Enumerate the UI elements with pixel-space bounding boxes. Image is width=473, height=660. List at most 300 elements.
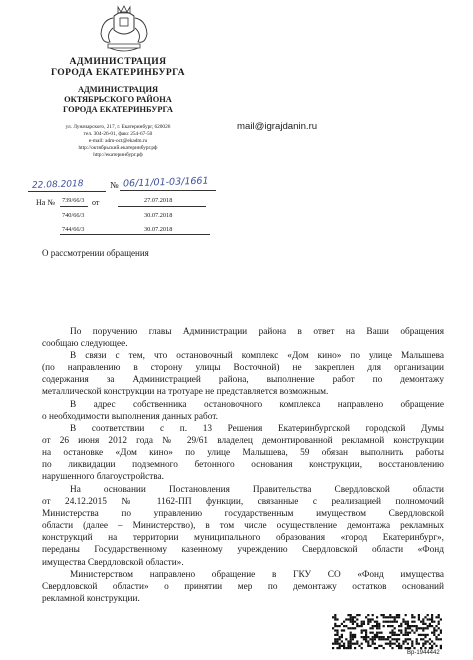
barcode-module <box>402 640 404 642</box>
barcode-module <box>356 640 358 642</box>
barcode-module <box>387 625 389 627</box>
barcode-module <box>332 643 334 645</box>
barcode-module <box>398 614 400 616</box>
barcode-module <box>339 625 341 627</box>
barcode-module <box>407 621 409 623</box>
barcode-module <box>354 621 356 623</box>
barcode-module <box>336 618 338 620</box>
barcode-module <box>354 643 356 645</box>
barcode-module <box>358 614 360 616</box>
paragraph-6-line: Свердловской области» о принятии мер по демонтажу остатков оснований <box>42 582 444 593</box>
barcode-module <box>391 632 393 634</box>
barcode-module <box>396 638 398 640</box>
barcode-module <box>369 638 371 640</box>
barcode-module <box>400 632 402 634</box>
barcode-module <box>372 614 374 616</box>
barcode-module <box>391 638 393 640</box>
barcode-module <box>418 614 420 616</box>
barcode-module <box>369 618 371 620</box>
barcode-module <box>372 618 374 620</box>
barcode-module <box>418 634 420 636</box>
barcode-module <box>332 647 334 649</box>
barcode-module <box>416 643 418 645</box>
outgoing-number: 06/11/01-03/1661 <box>122 175 209 190</box>
barcode-module <box>389 625 391 627</box>
barcode-module <box>409 638 411 640</box>
barcode-module <box>398 625 400 627</box>
paragraph-2-line: металлической конструкции на тротуаре не представляется возможным. <box>42 387 329 398</box>
barcode-module <box>339 647 341 649</box>
website-line-2: http://екатеринбург.рф <box>93 152 143 158</box>
barcode-module <box>422 623 424 625</box>
barcode-module <box>440 638 442 640</box>
email-line: e-mail: adm-oct@ekadm.ru <box>88 138 148 144</box>
paragraph-5-line: На основании Постановления Правительства Свердловской области <box>70 485 444 495</box>
paragraph-3-line: В адрес собственника остановочного комплекса направлено обращение <box>70 400 444 410</box>
barcode-module <box>363 638 365 640</box>
barcode-module <box>416 638 418 640</box>
barcode-module <box>418 616 420 618</box>
barcode-module <box>413 647 415 649</box>
district-name-line1: АДМИНИСТРАЦИЯ <box>77 85 159 94</box>
barcode-module <box>350 643 352 645</box>
barcode-module <box>354 627 356 629</box>
barcode-module <box>405 632 407 634</box>
barcode-module <box>365 640 367 642</box>
barcode-number: Вр-1944442 <box>407 650 440 656</box>
barcode-module <box>431 614 433 616</box>
barcode-module <box>369 645 371 647</box>
paragraph-4-line: на остановке «Дом кино» по улице Малышева, 59 обязан выполнить работы <box>42 448 444 459</box>
barcode-module <box>376 621 378 623</box>
number-prefix: № <box>110 180 119 190</box>
barcode-module <box>416 625 418 627</box>
barcode-module <box>369 632 371 634</box>
barcode-module <box>361 621 363 623</box>
barcode-module <box>429 618 431 620</box>
barcode-module <box>427 640 429 642</box>
barcode-module <box>391 621 393 623</box>
paragraph-2-line: содержания за Администрацией района, выполнение работ по демонтажу <box>42 375 444 386</box>
barcode-module <box>440 618 442 620</box>
barcode-module <box>391 625 393 627</box>
barcode-module <box>350 618 352 620</box>
barcode-module <box>350 647 352 649</box>
barcode-module <box>336 638 338 640</box>
paragraph-5-line: Министерства по управлению государственным имуществом Свердловской <box>42 509 444 520</box>
barcode-module <box>369 621 371 623</box>
barcode-module <box>367 623 369 625</box>
barcode-module <box>431 647 433 649</box>
barcode-module <box>420 621 422 623</box>
ref-number-2: 740/66/3 <box>62 212 85 219</box>
barcode-module <box>433 632 435 634</box>
barcode-module <box>385 616 387 618</box>
barcode-module <box>365 632 367 634</box>
barcode-module <box>374 621 376 623</box>
barcode-module <box>352 616 354 618</box>
barcode-module <box>352 643 354 645</box>
barcode-module <box>400 645 402 647</box>
barcode-module <box>435 629 437 631</box>
paragraph-3 <box>42 399 444 423</box>
barcode-module <box>394 616 396 618</box>
barcode-module <box>365 616 367 618</box>
barcode-module <box>396 614 398 616</box>
barcode-module <box>385 643 387 645</box>
barcode-module <box>407 623 409 625</box>
barcode-module <box>431 618 433 620</box>
barcode-module <box>383 636 385 638</box>
barcode-module <box>411 640 413 642</box>
barcode-module <box>380 614 382 616</box>
barcode-module <box>378 625 380 627</box>
barcode-module <box>350 627 352 629</box>
paragraph-5-line: переданы Государственному казенному учреждению Свердловской области «Фонд <box>42 545 444 556</box>
barcode-module <box>427 634 429 636</box>
barcode-module <box>334 640 336 642</box>
barcode-module <box>389 616 391 618</box>
paragraph-6-line: Министерством направлено обращение в ГКУ СО «Фонд имущества <box>70 570 444 580</box>
barcode-module <box>383 625 385 627</box>
barcode-module <box>394 634 396 636</box>
barcode-module <box>367 643 369 645</box>
barcode-module <box>350 636 352 638</box>
barcode-module <box>405 634 407 636</box>
barcode-module <box>407 643 409 645</box>
barcode-module <box>343 647 345 649</box>
barcode-module <box>407 627 409 629</box>
barcode-module <box>374 625 376 627</box>
barcode-module <box>420 638 422 640</box>
barcode-module <box>372 638 374 640</box>
barcode-module <box>350 634 352 636</box>
barcode-module <box>405 623 407 625</box>
barcode-module <box>383 616 385 618</box>
barcode-module <box>343 643 345 645</box>
barcode-module <box>341 645 343 647</box>
ref-date-1: 27.07.2018 <box>144 197 173 204</box>
barcode-module <box>383 647 385 649</box>
barcode-module <box>387 621 389 623</box>
barcode-module <box>433 627 435 629</box>
barcode-module <box>411 616 413 618</box>
barcode-module <box>365 634 367 636</box>
barcode-module <box>427 627 429 629</box>
barcode-module <box>409 647 411 649</box>
paragraph-4-line: от 26 июня 2012 года № 29/61 владелец демонтированной рекламной конструкции <box>42 436 444 447</box>
website-line-1: http://октябрьский.екатеринбург.рф <box>78 145 158 151</box>
barcode-module <box>438 638 440 640</box>
barcode-module <box>376 623 378 625</box>
barcode-module <box>352 638 354 640</box>
barcode-module <box>418 618 420 620</box>
barcode-module <box>363 636 365 638</box>
barcode-module <box>398 629 400 631</box>
barcode-module <box>391 616 393 618</box>
barcode-module <box>396 616 398 618</box>
barcode-module <box>431 645 433 647</box>
barcode-module <box>433 621 435 623</box>
barcode-module <box>378 632 380 634</box>
barcode-module <box>356 614 358 616</box>
barcode-module <box>407 647 409 649</box>
barcode-module <box>367 621 369 623</box>
number-underline <box>120 190 216 191</box>
barcode-module <box>363 629 365 631</box>
barcode-module <box>438 623 440 625</box>
barcode-module <box>420 647 422 649</box>
barcode-module <box>435 625 437 627</box>
paragraph-5-line: от 24.12.2015 № 1162-ПП функции, связанные с реализацией полномочий <box>42 497 444 508</box>
barcode-module <box>416 629 418 631</box>
barcode-module <box>431 625 433 627</box>
ref-number-1: 739/66/3 <box>62 197 85 204</box>
barcode-module <box>334 618 336 620</box>
barcode-module <box>356 625 358 627</box>
barcode-module <box>372 625 374 627</box>
barcode-module <box>341 636 343 638</box>
barcode-module <box>391 634 393 636</box>
barcode-module <box>345 647 347 649</box>
barcode-module <box>385 638 387 640</box>
barcode-module <box>420 634 422 636</box>
barcode-module <box>411 643 413 645</box>
barcode-module <box>402 618 404 620</box>
barcode-module <box>365 638 367 640</box>
barcode-module <box>372 640 374 642</box>
barcode-module <box>345 618 347 620</box>
barcode-module <box>345 625 347 627</box>
barcode-module <box>438 614 440 616</box>
barcode-module <box>383 614 385 616</box>
barcode-module <box>394 643 396 645</box>
barcode-module <box>339 645 341 647</box>
phone-line: тел. 304-26-01, факс 254-67-50 <box>83 131 153 137</box>
barcode-module <box>405 640 407 642</box>
barcode-module <box>347 645 349 647</box>
barcode-module <box>424 647 426 649</box>
barcode-module <box>343 625 345 627</box>
barcode-module <box>383 638 385 640</box>
barcode-module <box>389 643 391 645</box>
barcode-module <box>376 647 378 649</box>
barcode-module <box>440 629 442 631</box>
barcode-module <box>378 638 380 640</box>
barcode-module <box>422 643 424 645</box>
barcode-module <box>394 627 396 629</box>
barcode-module <box>378 645 380 647</box>
paragraph-5 <box>42 484 444 569</box>
barcode-module <box>372 632 374 634</box>
barcode-module <box>363 623 365 625</box>
barcode-module <box>334 638 336 640</box>
barcode-module <box>389 636 391 638</box>
ref-underline-3 <box>60 234 210 235</box>
barcode-module <box>339 638 341 640</box>
barcode-module <box>398 616 400 618</box>
barcode-module <box>374 634 376 636</box>
barcode-module <box>411 621 413 623</box>
barcode-module <box>378 627 380 629</box>
ref-from-label: от <box>92 198 100 207</box>
barcode-module <box>361 629 363 631</box>
barcode-module <box>438 627 440 629</box>
barcode-module <box>352 618 354 620</box>
date-underline <box>28 191 106 192</box>
barcode-module <box>376 634 378 636</box>
barcode-module <box>429 625 431 627</box>
barcode-module <box>405 647 407 649</box>
barcode-module <box>343 629 345 631</box>
barcode-module <box>435 638 437 640</box>
barcode-module <box>372 643 374 645</box>
paragraph-1 <box>42 326 444 350</box>
barcode-module <box>398 634 400 636</box>
barcode-module <box>411 645 413 647</box>
barcode-module <box>336 625 338 627</box>
barcode-module <box>356 623 358 625</box>
barcode-module <box>429 638 431 640</box>
barcode-module <box>339 636 341 638</box>
barcode-module <box>429 643 431 645</box>
barcode-module <box>336 640 338 642</box>
barcode-module <box>367 640 369 642</box>
barcode-module <box>431 621 433 623</box>
barcode-module <box>336 629 338 631</box>
barcode-module <box>413 616 415 618</box>
barcode-module <box>429 647 431 649</box>
barcode-module <box>383 621 385 623</box>
recipient-email: mail@igrajdanin.ru <box>237 121 318 132</box>
barcode-module <box>345 638 347 640</box>
barcode-module <box>369 627 371 629</box>
paragraph-2-line: В связи с тем, что остановочный комплекс «Дом кино» по улице Малышева <box>70 351 444 361</box>
barcode-module <box>409 625 411 627</box>
address-line: ул. Луначарского, 217, г. Екатеринбург, 620026 <box>65 124 171 130</box>
barcode-module <box>334 614 336 616</box>
barcode-module <box>422 634 424 636</box>
barcode-module <box>341 623 343 625</box>
barcode-module <box>356 643 358 645</box>
barcode-module <box>400 623 402 625</box>
barcode-module <box>422 629 424 631</box>
barcode-module <box>427 614 429 616</box>
barcode-module <box>347 640 349 642</box>
barcode-module <box>396 640 398 642</box>
barcode-module <box>350 616 352 618</box>
barcode-module <box>341 640 343 642</box>
barcode-module <box>376 627 378 629</box>
barcode-module <box>398 643 400 645</box>
barcode-module <box>341 629 343 631</box>
barcode-module <box>438 616 440 618</box>
barcode-module <box>422 645 424 647</box>
barcode-module <box>363 621 365 623</box>
barcode-module <box>400 647 402 649</box>
barcode-module <box>334 616 336 618</box>
barcode-module <box>409 627 411 629</box>
barcode-module <box>407 632 409 634</box>
barcode-module <box>347 627 349 629</box>
ref-underline-1a <box>60 206 88 207</box>
barcode-module <box>347 647 349 649</box>
barcode-module <box>389 621 391 623</box>
barcode-module <box>334 643 336 645</box>
ref-date-3: 30.07.2018 <box>144 226 173 233</box>
barcode-module <box>350 645 352 647</box>
barcode-module <box>431 616 433 618</box>
barcode-module <box>416 640 418 642</box>
barcode-module <box>416 627 418 629</box>
barcode-module <box>350 632 352 634</box>
barcode-module <box>354 636 356 638</box>
barcode-module <box>347 618 349 620</box>
barcode-module <box>350 614 352 616</box>
barcode-module <box>424 623 426 625</box>
paragraph-1-line: сообщаю следующее. <box>42 339 128 350</box>
barcode-module <box>413 625 415 627</box>
barcode-module <box>398 638 400 640</box>
barcode-module <box>435 645 437 647</box>
barcode-module <box>387 636 389 638</box>
paragraph-4-line: нарушенного благоустройства. <box>42 472 164 483</box>
barcode-module <box>347 614 349 616</box>
barcode-module <box>422 627 424 629</box>
barcode-module <box>352 621 354 623</box>
barcode-module <box>343 621 345 623</box>
barcode-module <box>433 634 435 636</box>
barcode-module <box>413 632 415 634</box>
barcode-module <box>361 643 363 645</box>
barcode-module <box>424 640 426 642</box>
barcode-module <box>334 623 336 625</box>
barcode-module <box>396 645 398 647</box>
barcode-module <box>407 634 409 636</box>
barcode-module <box>440 645 442 647</box>
barcode-module <box>380 638 382 640</box>
barcode-module <box>372 636 374 638</box>
barcode-module <box>433 629 435 631</box>
barcode-module <box>394 618 396 620</box>
barcode-module <box>387 638 389 640</box>
barcode-module <box>356 618 358 620</box>
barcode-module <box>354 616 356 618</box>
barcode-module <box>413 621 415 623</box>
outgoing-date: 22.08.2018 <box>31 179 84 191</box>
barcode-module <box>361 632 363 634</box>
barcode-icon <box>332 614 444 650</box>
barcode-module <box>341 634 343 636</box>
barcode-module <box>405 638 407 640</box>
barcode-module <box>396 621 398 623</box>
barcode-module <box>405 614 407 616</box>
barcode-module <box>332 627 334 629</box>
barcode-module <box>411 625 413 627</box>
barcode-module <box>394 632 396 634</box>
barcode-module <box>367 618 369 620</box>
ref-underline-1b <box>118 206 206 207</box>
barcode-module <box>358 645 360 647</box>
coat-of-arms-icon <box>96 4 152 56</box>
barcode-module <box>358 625 360 627</box>
barcode-module <box>407 625 409 627</box>
barcode-module <box>354 647 356 649</box>
barcode-module <box>378 636 380 638</box>
barcode-module <box>376 632 378 634</box>
barcode-module <box>433 643 435 645</box>
barcode-module <box>352 634 354 636</box>
